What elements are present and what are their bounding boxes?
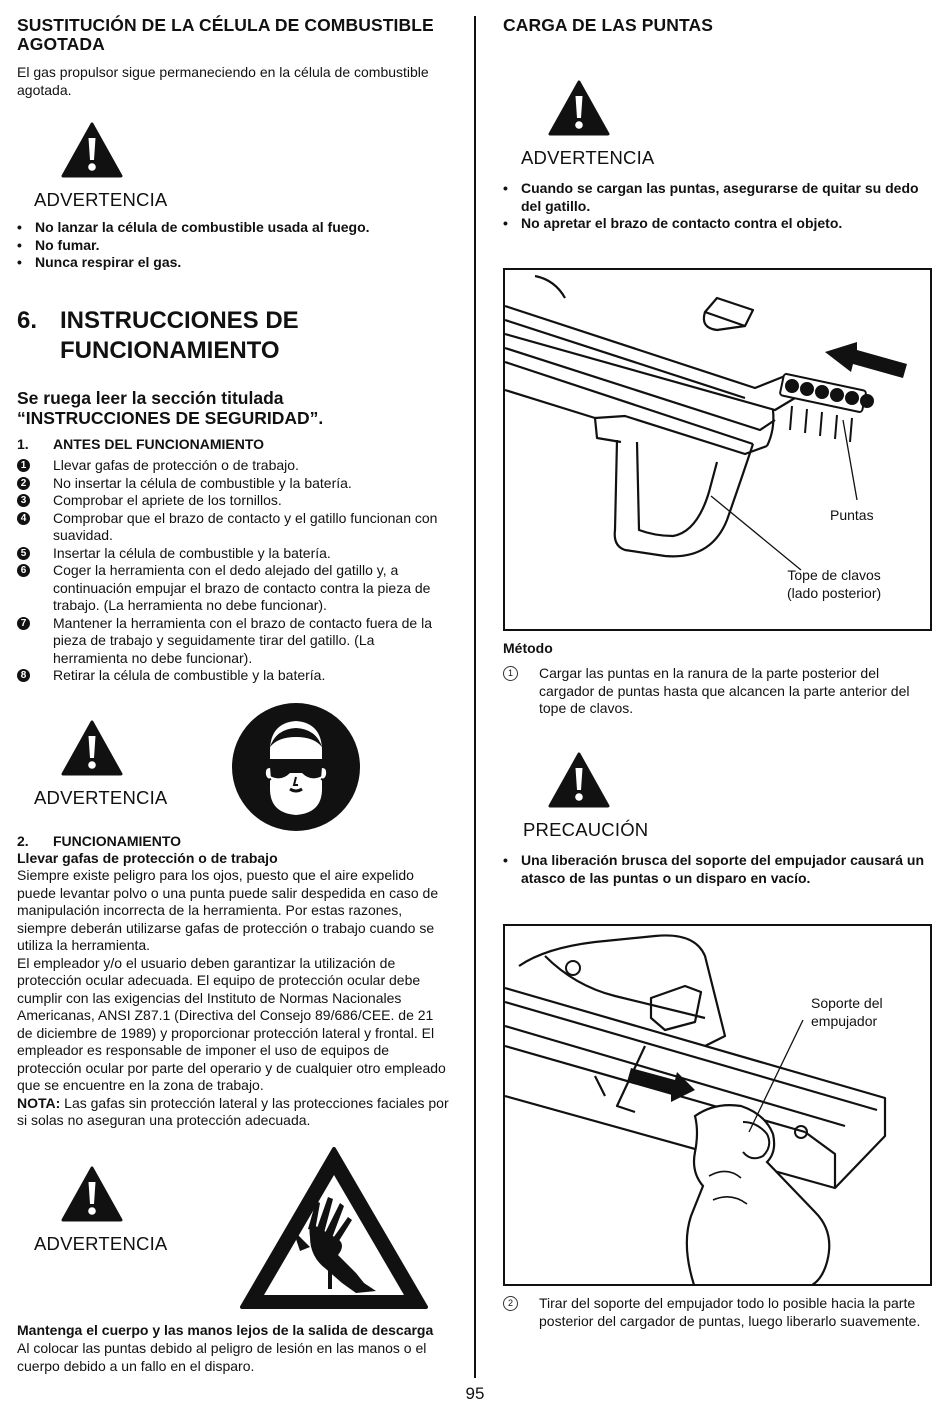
list-item: 8 Retirar la célula de combustible y la batería.	[17, 667, 445, 685]
caution-list	[503, 852, 933, 887]
replace-fuel-cell-title: SUSTITUCIÓN DE LA CÉLULA DE COMBUSTIBLE AGOTADA	[17, 15, 434, 54]
list-item: 7 Mantener la herramienta con el brazo de contacto fuera de la pieza de trabajo y seguidamente tirar del gatillo. (La herramienta no debe funcionar).	[17, 615, 445, 668]
column-divider	[474, 16, 476, 1378]
list-item: 4 Comprobar que el brazo de contacto y el gatillo funcionan con suavidad.	[17, 510, 445, 545]
method-step-2: 2 Tirar del soporte del empujador todo lo posible hacia la parte posterior del cargador de puntas, luego liberarlo suavemente.	[503, 1295, 935, 1330]
replace-warning-list	[17, 219, 457, 272]
figure-loading-pins	[503, 268, 932, 631]
hands-warning-title: Mantenga el cuerpo y las manos lejos de la salida de descarga	[17, 1322, 434, 1338]
warning-label: ADVERTENCIA	[34, 787, 168, 808]
list-item: • No lanzar la célula de combustible usada al fuego.	[17, 219, 457, 237]
goggles-title: Llevar gafas de protección o de trabajo	[17, 850, 278, 866]
list-item: 2 No insertar la célula de combustible y la batería.	[17, 475, 445, 493]
pre-operation-steps	[17, 457, 445, 685]
nail-stop-label: Tope de clavos (lado posterior)	[787, 567, 882, 601]
method-title: Método	[503, 640, 553, 656]
safety-goggles-icon	[230, 701, 362, 833]
page-number: 95	[465, 1384, 485, 1403]
subsection-number: 1.	[17, 436, 29, 452]
list-item: 1 Llevar gafas de protección o de trabajo.	[17, 457, 445, 475]
load-pins-title: CARGA DE LAS PUNTAS	[503, 15, 713, 35]
subsection-title: FUNCIONAMIENTO	[53, 833, 182, 849]
read-safety-note: Se ruega leer la sección titulada “INSTRUCCIONES DE SEGURIDAD”.	[17, 388, 324, 428]
replace-fuel-cell-text: El gas propulsor sigue permaneciendo en la célula de combustible agotada.	[17, 64, 429, 98]
pins-label: Puntas	[830, 507, 874, 523]
list-item: • Cuando se cargan las puntas, asegurarse de quitar su dedo del gatillo.	[503, 180, 923, 215]
subsection-title: ANTES DEL FUNCIONAMIENTO	[53, 436, 265, 452]
hands-warning-text: Al colocar las puntas debido al peligro de lesión en las manos o el cuerpo debido a un fallo en el disparo.	[17, 1340, 427, 1374]
goggles-paragraph: Siempre existe peligro para los ojos, puesto que el aire expelido puede levantar polvo o una punta puede salir despedida en caso de manipulación incorrecta de la herramienta. Por estas razones, siempre deberán utilizarse gafas de protección o trabajo cuando se utiliza la herramienta. El empleador y/o el usuario deben garantizar la utilización de protección ocular adecuada. El equipo de protección ocular debe cumplir con las exigencias del Instituto de Normas Nacionales Americanas, ANSI Z87.1 (Directiva del Consejo 89/686/CEE. de 21 de diciembre de 1989) y proporcionar protección lateral y frontal. El empleador es responsable de imponer el uso de equipos de protección ocular por parte del operario y de cualquier otro empleado que se encuentre en la zona de trabajo. NOTA: Las gafas sin protección lateral y las protecciones faciales por si solas no aseguran una protección adecuada.	[17, 867, 449, 1128]
warning-label: ADVERTENCIA	[34, 189, 168, 210]
section-title: INSTRUCCIONES DE FUNCIONAMIENTO	[60, 307, 299, 364]
section-number: 6.	[17, 307, 38, 334]
list-item: • No fumar.	[17, 237, 457, 255]
list-item: • Una liberación brusca del soporte del empujador causará un atasco de las puntas o un disparo en vacío.	[503, 852, 933, 887]
warning-triangle-icon	[61, 122, 125, 180]
pusher-holder-label: Soporte del empujador	[811, 995, 883, 1029]
list-item: 5 Insertar la célula de combustible y la batería.	[17, 545, 445, 563]
warning-triangle-icon	[548, 80, 612, 138]
warning-triangle-icon	[61, 720, 125, 778]
caution-label: PRECAUCIÓN	[523, 819, 649, 840]
warning-label: ADVERTENCIA	[34, 1233, 168, 1254]
list-item: 6 Coger la herramienta con el dedo alejado del gatillo y, a continuación empujar el brazo de contacto contra la pieza de trabajo. (La herramienta no debe funcionar).	[17, 562, 445, 615]
load-warning-list	[503, 180, 923, 233]
warning-label: ADVERTENCIA	[521, 147, 655, 168]
list-item: • Nunca respirar el gas.	[17, 254, 457, 272]
figure-pusher-holder	[503, 924, 932, 1286]
pusher-holder-illustration	[505, 926, 932, 1286]
warning-triangle-icon	[61, 1166, 125, 1224]
list-item: • No apretar el brazo de contacto contra el objeto.	[503, 215, 923, 233]
method-step-1: 1 Cargar las puntas en la ranura de la parte posterior del cargador de puntas hasta que alcancen la parte anterior del tope de clavos.	[503, 665, 935, 718]
list-item: 3 Comprobar el apriete de los tornillos.	[17, 492, 445, 510]
hand-injury-hazard-icon	[236, 1143, 432, 1313]
warning-triangle-icon	[548, 752, 612, 810]
subsection-number: 2.	[17, 833, 29, 849]
